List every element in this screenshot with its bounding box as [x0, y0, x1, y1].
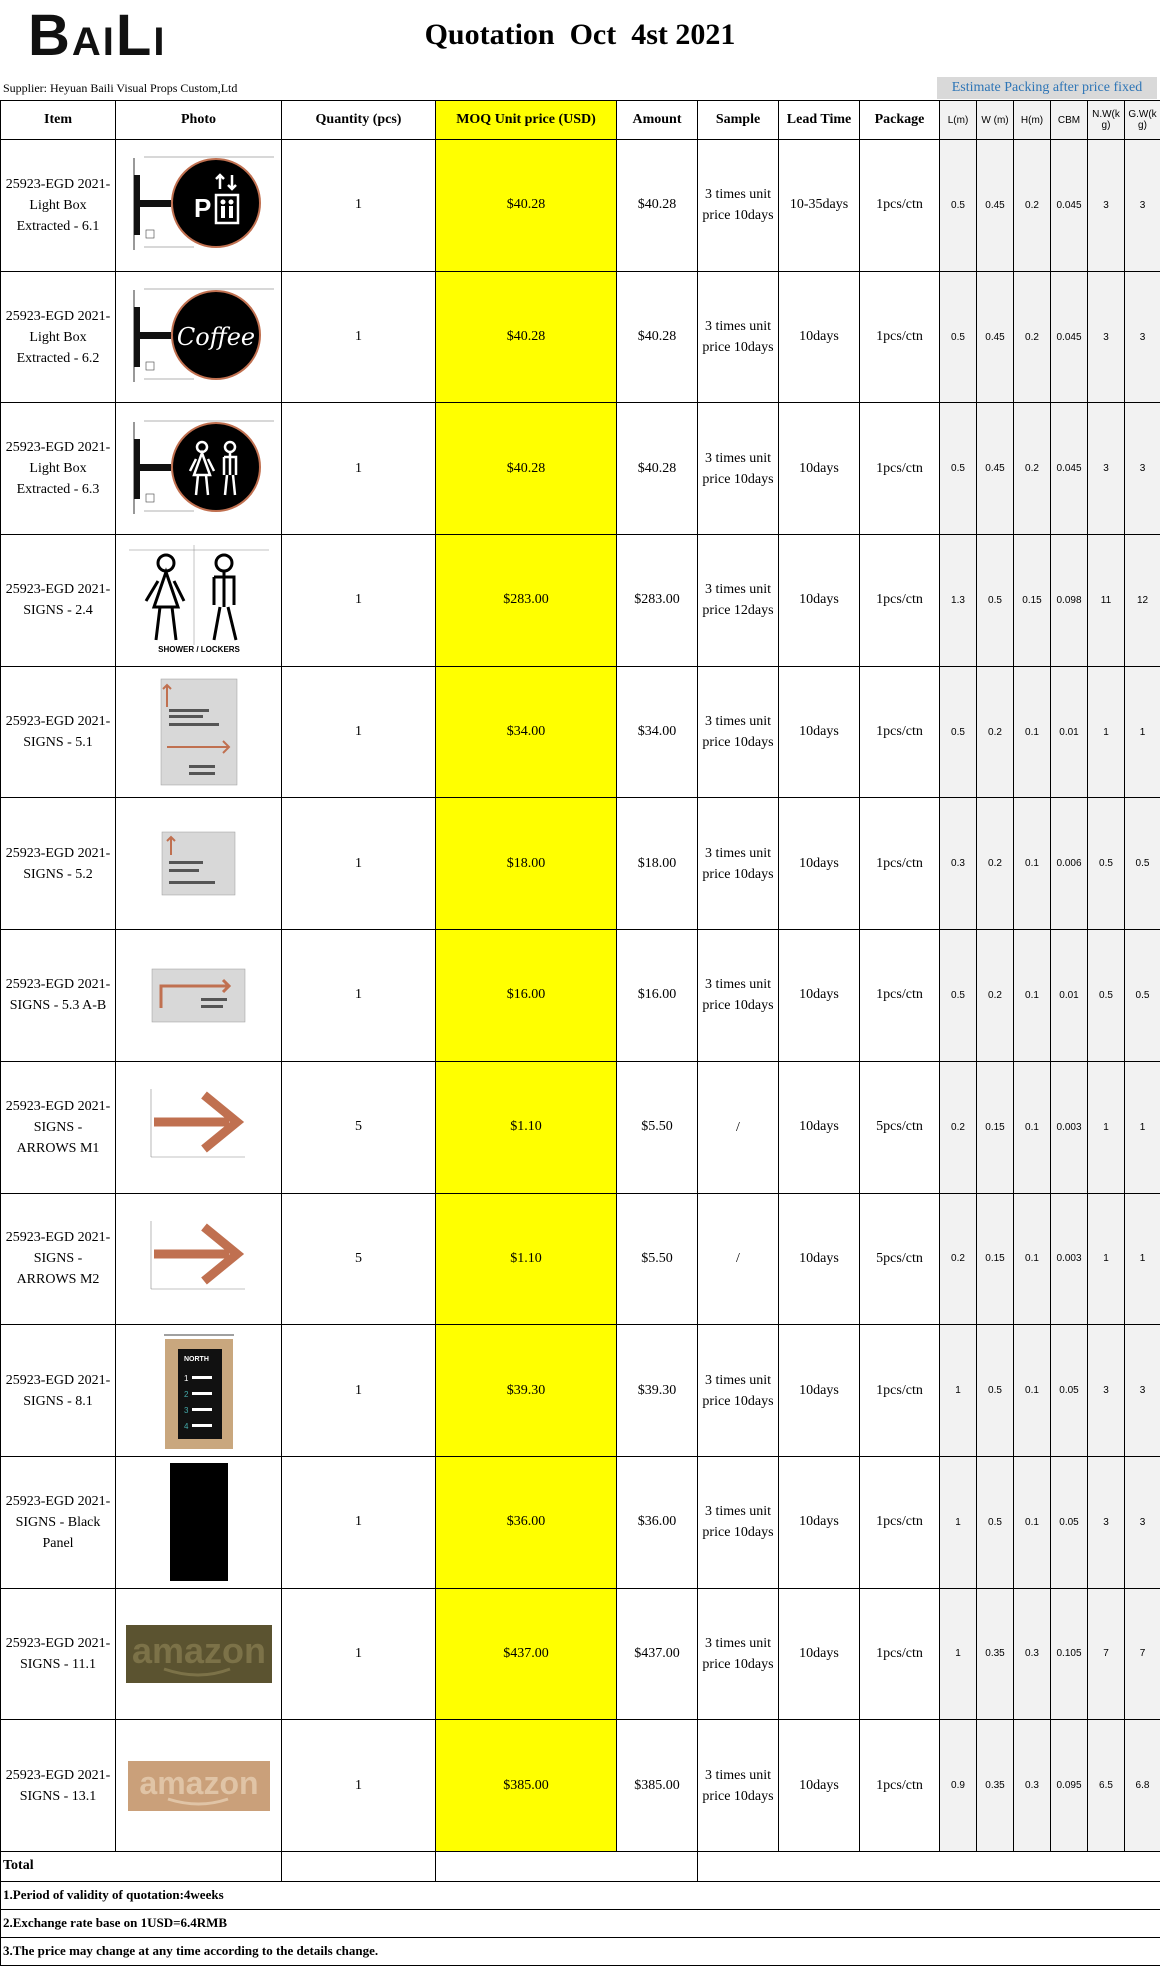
net-weight-cell: 1 [1088, 1193, 1125, 1325]
amount-cell: $40.28 [617, 403, 698, 535]
quantity-cell: 1 [282, 1325, 436, 1457]
unit-price-cell: $16.00 [436, 930, 617, 1062]
item-name: 25923-EGD 2021-Light Box Extracted - 6.2 [5, 308, 111, 366]
cbm-cell: 0.105 [1051, 1588, 1088, 1720]
gross-weight-cell: 3 [1125, 1456, 1160, 1588]
header-photo: Photo [116, 101, 282, 140]
header-lead-time: Lead Time [779, 101, 860, 140]
table-row [1, 930, 1160, 1062]
width-cell: 0.2 [977, 666, 1014, 798]
photo-cell [116, 1061, 282, 1193]
header-gross-weight: G.W(kg) [1125, 101, 1160, 140]
width-cell: 0.5 [977, 1325, 1014, 1457]
gross-weight-cell: 6.8 [1125, 1720, 1160, 1852]
total-quantity-cell [282, 1851, 436, 1881]
quantity-cell: 5 [282, 1193, 436, 1325]
header-sample: Sample [698, 101, 779, 140]
width-cell: 0.35 [977, 1720, 1014, 1852]
cbm-cell: 0.003 [1051, 1061, 1088, 1193]
photo-cell [116, 930, 282, 1062]
item-name: 25923-EGD 2021-Light Box Extracted - 6.1 [5, 176, 111, 234]
table-header-row [1, 101, 1160, 140]
amount-cell: $437.00 [617, 1588, 698, 1720]
center-of-energy-sign-icon [118, 931, 279, 1059]
cbm-cell: 0.05 [1051, 1325, 1088, 1457]
package-cell: 1pcs/ctn [860, 1325, 940, 1457]
height-cell: 0.1 [1014, 1456, 1051, 1588]
unit-price-cell: $1.10 [436, 1193, 617, 1325]
cbm-cell: 0.095 [1051, 1720, 1088, 1852]
item-cell [1, 1588, 116, 1720]
cbm-cell: 0.045 [1051, 140, 1088, 272]
table-row [1, 1061, 1160, 1193]
quantity-cell: 1 [282, 798, 436, 930]
lead-time-cell: 10days [779, 666, 860, 798]
gross-weight-cell: 1 [1125, 1193, 1160, 1325]
unit-price-cell: $40.28 [436, 140, 617, 272]
length-cell: 0.2 [940, 1061, 977, 1193]
item-cell [1, 140, 116, 272]
net-weight-cell: 0.5 [1088, 798, 1125, 930]
quotation-title: Quotation Oct 4st 2021 [424, 18, 736, 51]
net-weight-cell: 3 [1088, 140, 1125, 272]
photo-cell [116, 1456, 282, 1588]
width-cell: 0.45 [977, 271, 1014, 403]
amount-cell: $40.28 [617, 271, 698, 403]
length-cell: 0.5 [940, 271, 977, 403]
quantity-cell: 1 [282, 1720, 436, 1852]
unit-price-cell: $39.30 [436, 1325, 617, 1457]
note-row [1, 1937, 1160, 1965]
height-cell: 0.1 [1014, 1325, 1051, 1457]
lead-time-cell: 10days [779, 1325, 860, 1457]
net-weight-cell: 3 [1088, 1325, 1125, 1457]
item-name: 25923-EGD 2021- SIGNS - ARROWS M2 [5, 1230, 111, 1288]
package-cell: 5pcs/ctn [860, 1193, 940, 1325]
amount-cell: $34.00 [617, 666, 698, 798]
net-weight-cell: 7 [1088, 1588, 1125, 1720]
gross-weight-cell: 3 [1125, 1325, 1160, 1457]
cbm-cell: 0.045 [1051, 271, 1088, 403]
sample-cell: 3 times unit price 10days [698, 403, 779, 535]
quantity-cell: 1 [282, 1456, 436, 1588]
amazon-logo-wood-icon [118, 1722, 279, 1850]
note-exchange-rate: 2.Exchange rate base on 1USD=6.4RMB [1, 1909, 1160, 1937]
width-cell: 0.35 [977, 1588, 1014, 1720]
item-name: 25923-EGD 2021- SIGNS - 11.1 [5, 1635, 111, 1672]
amount-cell: $283.00 [617, 535, 698, 667]
table-row [1, 271, 1160, 403]
table-row [1, 798, 1160, 930]
total-empty-cell [698, 1851, 1160, 1881]
item-name: 25923-EGD 2021-Light Box Extracted - 6.3 [5, 440, 111, 498]
photo-cell [116, 1325, 282, 1457]
total-row [1, 1851, 1160, 1881]
width-cell: 0.5 [977, 1456, 1014, 1588]
header-amount: Amount [617, 101, 698, 140]
amount-cell: $5.50 [617, 1061, 698, 1193]
quantity-cell: 1 [282, 930, 436, 1062]
sample-cell: 3 times unit price 10days [698, 666, 779, 798]
quantity-cell: 1 [282, 535, 436, 667]
reception-sign-icon [118, 800, 279, 928]
gross-weight-cell: 0.5 [1125, 930, 1160, 1062]
svg-text:2: 2 [183, 1389, 188, 1399]
item-cell [1, 1456, 116, 1588]
package-cell: 1pcs/ctn [860, 140, 940, 272]
photo-cell [116, 535, 282, 667]
height-cell: 0.1 [1014, 1193, 1051, 1325]
package-cell: 5pcs/ctn [860, 1061, 940, 1193]
height-cell: 0.3 [1014, 1588, 1051, 1720]
lead-time-cell: 10-35days [779, 140, 860, 272]
amount-cell: $39.30 [617, 1325, 698, 1457]
gross-weight-cell: 1 [1125, 1061, 1160, 1193]
package-cell: 1pcs/ctn [860, 1588, 940, 1720]
sample-cell: 3 times unit price 10days [698, 1720, 779, 1852]
item-name: 25923-EGD 2021- SIGNS - 8.1 [5, 1372, 111, 1409]
reception-parking-sign-icon [118, 668, 279, 796]
header-length: L(m) [940, 101, 977, 140]
svg-text:amazon: amazon [131, 1629, 266, 1671]
length-cell: 0.5 [940, 666, 977, 798]
unit-price-cell: $36.00 [436, 1456, 617, 1588]
table-row [1, 1588, 1160, 1720]
width-cell: 0.15 [977, 1193, 1014, 1325]
height-cell: 0.2 [1014, 140, 1051, 272]
width-cell: 0.2 [977, 798, 1014, 930]
net-weight-cell: 3 [1088, 271, 1125, 403]
lead-time-cell: 10days [779, 1456, 860, 1588]
lead-time-cell: 10days [779, 535, 860, 667]
item-cell [1, 1325, 116, 1457]
package-cell: 1pcs/ctn [860, 1720, 940, 1852]
header-quantity: Quantity (pcs) [282, 101, 436, 140]
unit-price-cell: $40.28 [436, 403, 617, 535]
gross-weight-cell: 7 [1125, 1588, 1160, 1720]
amazon-logo-dark-icon [118, 1590, 279, 1718]
quotation-header [0, 0, 1160, 100]
lead-time-cell: 10days [779, 403, 860, 535]
net-weight-cell: 0.5 [1088, 930, 1125, 1062]
svg-text:SHOWER / LOCKERS: SHOWER / LOCKERS [157, 645, 240, 655]
package-cell: 1pcs/ctn [860, 403, 940, 535]
photo-cell [116, 798, 282, 930]
photo-cell [116, 666, 282, 798]
header-height: H(m) [1014, 101, 1051, 140]
cbm-cell: 0.098 [1051, 535, 1088, 667]
length-cell: 0.5 [940, 140, 977, 272]
directory-sign-icon [118, 1327, 279, 1455]
note-price-change: 3.The price may change at any time according to the details change. [1, 1937, 1160, 1965]
item-cell [1, 535, 116, 667]
shower-lockers-sign-icon [118, 536, 279, 664]
lead-time-cell: 10days [779, 271, 860, 403]
table-row [1, 666, 1160, 798]
width-cell: 0.2 [977, 930, 1014, 1062]
svg-text:1: 1 [183, 1373, 188, 1383]
item-cell [1, 1061, 116, 1193]
item-cell [1, 403, 116, 535]
parking-elevator-lightbox-icon [118, 141, 279, 269]
sample-cell: / [698, 1193, 779, 1325]
net-weight-cell: 1 [1088, 666, 1125, 798]
table-row [1, 535, 1160, 667]
quantity-cell: 1 [282, 271, 436, 403]
lead-time-cell: 10days [779, 1193, 860, 1325]
unit-price-cell: $18.00 [436, 798, 617, 930]
quantity-cell: 1 [282, 1588, 436, 1720]
item-name: 25923-EGD 2021- SIGNS - ARROWS M1 [5, 1098, 111, 1156]
item-name: 25923-EGD 2021- SIGNS - 5.2 [5, 845, 111, 882]
note-row [1, 1909, 1160, 1937]
amount-cell: $18.00 [617, 798, 698, 930]
item-cell [1, 930, 116, 1062]
sample-cell: 3 times unit price 10days [698, 1325, 779, 1457]
width-cell: 0.45 [977, 403, 1014, 535]
height-cell: 0.1 [1014, 666, 1051, 798]
header-item: Item [1, 101, 116, 140]
height-cell: 0.2 [1014, 271, 1051, 403]
gross-weight-cell: 1 [1125, 666, 1160, 798]
svg-text:Coffee: Coffee [176, 323, 255, 352]
photo-cell [116, 1720, 282, 1852]
total-label: Total [1, 1851, 282, 1881]
width-cell: 0.15 [977, 1061, 1014, 1193]
header-unit-price: MOQ Unit price (USD) [436, 101, 617, 140]
cbm-cell: 0.003 [1051, 1193, 1088, 1325]
package-cell: 1pcs/ctn [860, 798, 940, 930]
net-weight-cell: 3 [1088, 403, 1125, 535]
total-amount-cell [436, 1851, 698, 1881]
height-cell: 0.1 [1014, 930, 1051, 1062]
package-cell: 1pcs/ctn [860, 666, 940, 798]
unit-price-cell: $437.00 [436, 1588, 617, 1720]
photo-cell [116, 1588, 282, 1720]
height-cell: 0.1 [1014, 798, 1051, 930]
unit-price-cell: $283.00 [436, 535, 617, 667]
package-cell: 1pcs/ctn [860, 930, 940, 1062]
quantity-cell: 5 [282, 1061, 436, 1193]
item-name: 25923-EGD 2021- SIGNS - 5.1 [5, 714, 111, 751]
gross-weight-cell: 12 [1125, 535, 1160, 667]
gross-weight-cell: 3 [1125, 140, 1160, 272]
sample-cell: / [698, 1061, 779, 1193]
sample-cell: 3 times unit price 10days [698, 1456, 779, 1588]
svg-text:NORTH: NORTH [183, 1355, 209, 1363]
unit-price-cell: $1.10 [436, 1061, 617, 1193]
length-cell: 1 [940, 1456, 977, 1588]
length-cell: 1 [940, 1325, 977, 1457]
lead-time-cell: 10days [779, 1061, 860, 1193]
quantity-cell: 1 [282, 403, 436, 535]
net-weight-cell: 11 [1088, 535, 1125, 667]
amount-cell: $40.28 [617, 140, 698, 272]
lead-time-cell: 10days [779, 1720, 860, 1852]
sample-cell: 3 times unit price 10days [698, 798, 779, 930]
gross-weight-cell: 3 [1125, 271, 1160, 403]
length-cell: 0.3 [940, 798, 977, 930]
photo-cell [116, 271, 282, 403]
item-cell [1, 798, 116, 930]
black-panel-icon [118, 1458, 279, 1586]
coffee-lightbox-icon [118, 273, 279, 401]
item-name: 25923-EGD 2021- SIGNS - 2.4 [5, 582, 111, 619]
baili-logo: BAILI [28, 3, 167, 68]
table-row [1, 140, 1160, 272]
quotation-table [0, 100, 1160, 1966]
cbm-cell: 0.045 [1051, 403, 1088, 535]
item-cell [1, 666, 116, 798]
width-cell: 0.45 [977, 140, 1014, 272]
table-row [1, 1456, 1160, 1588]
net-weight-cell: 1 [1088, 1061, 1125, 1193]
arrow-right-icon [118, 1195, 279, 1323]
supplier-label: Supplier: Heyuan Baili Visual Props Custom,Ltd [3, 81, 238, 95]
height-cell: 0.15 [1014, 535, 1051, 667]
length-cell: 0.2 [940, 1193, 977, 1325]
table-row [1, 1720, 1160, 1852]
package-cell: 1pcs/ctn [860, 271, 940, 403]
note-row [1, 1881, 1160, 1909]
svg-text:P: P [193, 193, 211, 224]
length-cell: 1 [940, 1588, 977, 1720]
restroom-lightbox-icon [118, 405, 279, 533]
cbm-cell: 0.05 [1051, 1456, 1088, 1588]
sample-cell: 3 times unit price 10days [698, 930, 779, 1062]
amount-cell: $16.00 [617, 930, 698, 1062]
sample-cell: 3 times unit price 10days [698, 1588, 779, 1720]
height-cell: 0.1 [1014, 1061, 1051, 1193]
net-weight-cell: 3 [1088, 1456, 1125, 1588]
header-cbm: CBM [1051, 101, 1088, 140]
item-name: 25923-EGD 2021- SIGNS - Black Panel [5, 1493, 111, 1551]
item-cell [1, 271, 116, 403]
unit-price-cell: $385.00 [436, 1720, 617, 1852]
table-row [1, 1193, 1160, 1325]
item-cell [1, 1720, 116, 1852]
sample-cell: 3 times unit price 10days [698, 271, 779, 403]
header-package: Package [860, 101, 940, 140]
net-weight-cell: 6.5 [1088, 1720, 1125, 1852]
svg-text:4: 4 [183, 1421, 188, 1431]
length-cell: 0.9 [940, 1720, 977, 1852]
arrow-right-icon [118, 1063, 279, 1191]
photo-cell [116, 1193, 282, 1325]
sample-cell: 3 times unit price 12days [698, 535, 779, 667]
header-net-weight: N.W(kg) [1088, 101, 1125, 140]
header-width: W (m) [977, 101, 1014, 140]
gross-weight-cell: 3 [1125, 403, 1160, 535]
width-cell: 0.5 [977, 535, 1014, 667]
gross-weight-cell: 0.5 [1125, 798, 1160, 930]
table-row [1, 1325, 1160, 1457]
photo-cell [116, 140, 282, 272]
length-cell: 0.5 [940, 930, 977, 1062]
length-cell: 0.5 [940, 403, 977, 535]
amount-cell: $5.50 [617, 1193, 698, 1325]
svg-text:amazon: amazon [138, 1764, 259, 1801]
package-cell: 1pcs/ctn [860, 1456, 940, 1588]
table-row [1, 403, 1160, 535]
estimate-packing-note: Estimate Packing after price fixed [937, 77, 1157, 99]
cbm-cell: 0.01 [1051, 666, 1088, 798]
unit-price-cell: $34.00 [436, 666, 617, 798]
photo-cell [116, 403, 282, 535]
lead-time-cell: 10days [779, 798, 860, 930]
note-validity: 1.Period of validity of quotation:4weeks [1, 1881, 1160, 1909]
height-cell: 0.3 [1014, 1720, 1051, 1852]
length-cell: 1.3 [940, 535, 977, 667]
item-name: 25923-EGD 2021- SIGNS - 5.3 A-B [5, 977, 111, 1014]
quantity-cell: 1 [282, 666, 436, 798]
item-cell [1, 1193, 116, 1325]
height-cell: 0.2 [1014, 403, 1051, 535]
quantity-cell: 1 [282, 140, 436, 272]
package-cell: 1pcs/ctn [860, 535, 940, 667]
cbm-cell: 0.006 [1051, 798, 1088, 930]
svg-text:3: 3 [183, 1405, 188, 1415]
lead-time-cell: 10days [779, 930, 860, 1062]
lead-time-cell: 10days [779, 1588, 860, 1720]
item-name: 25923-EGD 2021- SIGNS - 13.1 [5, 1767, 111, 1804]
amount-cell: $36.00 [617, 1456, 698, 1588]
sample-cell: 3 times unit price 10days [698, 140, 779, 272]
unit-price-cell: $40.28 [436, 271, 617, 403]
amount-cell: $385.00 [617, 1720, 698, 1852]
cbm-cell: 0.01 [1051, 930, 1088, 1062]
